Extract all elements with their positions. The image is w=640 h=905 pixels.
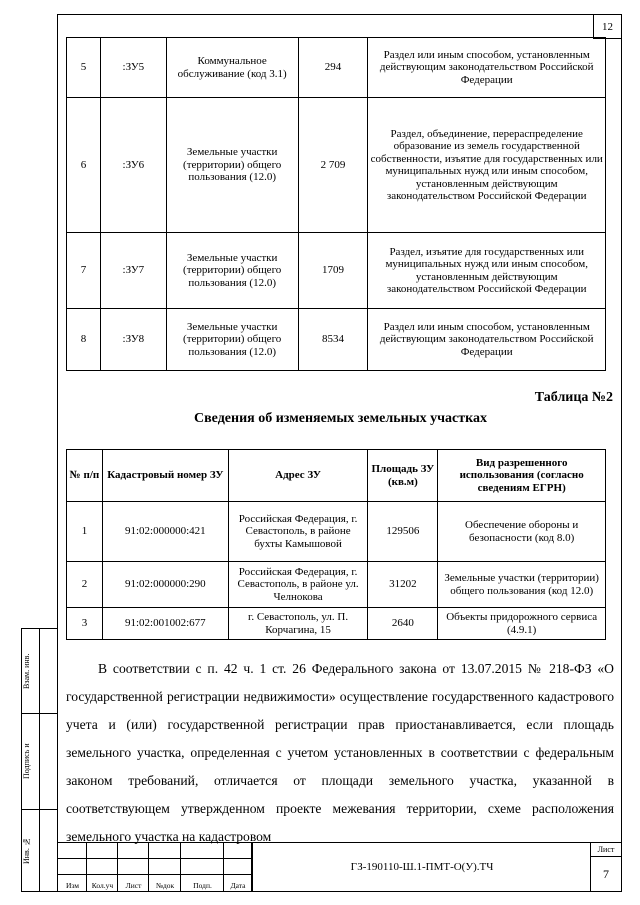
cell-use: Земельные участки (территории) общего пользования (12.0) — [166, 98, 298, 233]
cell-cadastral: 91:02:001002:677 — [102, 608, 228, 640]
cell-use: Земельные участки (территории) общего пользования (12.0) — [166, 233, 298, 309]
page-number: 12 — [593, 15, 621, 39]
header-cadastral: Кадастровый номер ЗУ — [102, 450, 228, 502]
table-row — [67, 502, 606, 562]
cell-address: Российская Федерация, г. Севастополь, в районе бухты Камышовой — [228, 502, 368, 562]
table-changed-plots — [66, 449, 606, 640]
cell-area: 2640 — [368, 608, 438, 640]
table-land-plots — [66, 37, 606, 371]
strip-label-inv: Инв. № — [22, 837, 31, 865]
paragraph-text: В соответствии с п. 42 ч. 1 ст. 26 Федерального закона от 13.07.2015 № 218-ФЗ «О государственной регистрации недвижимости» осуществление государственного кадастрового учета и (или) государственной регистрации прав приостанавливается, если площадь земельного участка, определенная с учетом установленных в соответствии с федеральным законом требований, отличается от площади земельного участка, указанной в соответствующем утвержденном проекте межевания территории, схеме расположения земельного участка на кадастровом — [66, 661, 614, 844]
table-row — [67, 38, 606, 98]
sheet-label: Лист — [591, 843, 621, 857]
cell-num: 2 — [67, 562, 103, 608]
cell-num: 3 — [67, 608, 103, 640]
cell-use: Коммунальное обслуживание (код 3.1) — [166, 38, 298, 98]
cell-code: :ЗУ7 — [100, 233, 166, 309]
cell-method: Раздел, объединение, перераспределение образование из земель государственной собственности, изъятие для государственных или муниципальных нужд или иным способом, установленным действующим законодательством Российской Федерации — [368, 98, 606, 233]
stamp-label-podp: Подп. — [193, 881, 212, 890]
stamp-label-data: Дата — [230, 881, 246, 890]
cell-num: 7 — [67, 233, 101, 309]
cell-use: Земельные участки (территории) общего пользования (12.0) — [166, 309, 298, 371]
cell-cadastral: 91:02:000000:421 — [102, 502, 228, 562]
cell-use: Объекты придорожного сервиса (4.9.1) — [438, 608, 606, 640]
body-paragraph — [66, 655, 614, 851]
cell-method: Раздел или иным способом, установленным действующим законодательством Российской Федерации — [368, 38, 606, 98]
stamp-label-koluch: Кол.уч — [91, 881, 114, 890]
cell-address: Российская Федерация, г. Севастополь, в районе ул. Челнокова — [228, 562, 368, 608]
cell-num: 8 — [67, 309, 101, 371]
cell-area: 8534 — [298, 309, 368, 371]
table-header-row — [67, 450, 606, 502]
stamp-grid — [58, 843, 252, 891]
cell-num: 5 — [67, 38, 101, 98]
cell-area: 129506 — [368, 502, 438, 562]
stamp-label-ndok: №док — [155, 881, 175, 890]
cell-method: Раздел или иным способом, установленным действующим законодательством Российской Федерации — [368, 309, 606, 371]
cell-code: :ЗУ5 — [100, 38, 166, 98]
table-row — [67, 309, 606, 371]
table-row — [67, 98, 606, 233]
sheet-box — [590, 843, 621, 891]
table-caption-title: Сведения об изменяемых земельных участках — [194, 411, 487, 426]
cell-area: 31202 — [368, 562, 438, 608]
table-caption-number: Таблица №2 — [534, 390, 613, 405]
cell-code: :ЗУ8 — [100, 309, 166, 371]
cell-use: Обеспечение обороны и безопасности (код 8.0) — [438, 502, 606, 562]
header-use: Вид разрешенного использования (согласно сведениям ЕГРН) — [438, 450, 606, 502]
table-row — [67, 233, 606, 309]
cell-num: 1 — [67, 502, 103, 562]
document-code: ГЗ-190110-Ш.1-ПМТ-О(У).ТЧ — [252, 843, 591, 891]
side-strip-inner — [39, 628, 57, 892]
table-row — [67, 608, 606, 640]
cell-method: Раздел, изъятие для государственных или муниципальных нужд или иным способом, установленным действующим законодательством Российской Федерации — [368, 233, 606, 309]
cell-area: 294 — [298, 38, 368, 98]
header-num: № п/п — [67, 450, 103, 502]
cell-area: 1709 — [298, 233, 368, 309]
cell-address: г. Севастополь, ул. П. Корчагина, 15 — [228, 608, 368, 640]
cell-area: 2 709 — [298, 98, 368, 233]
side-strip-outer — [21, 628, 39, 892]
cell-cadastral: 91:02:000000:290 — [102, 562, 228, 608]
stamp-label-izm: Изм — [65, 881, 80, 890]
page-frame — [57, 14, 622, 892]
header-area: Площадь ЗУ (кв.м) — [368, 450, 438, 502]
cell-use: Земельные участки (территории) общего пользования (код 12.0) — [438, 562, 606, 608]
strip-label-vzam: Взам. инв. — [22, 653, 31, 689]
strip-label-podpis: Подпись и — [22, 743, 31, 779]
cell-num: 6 — [67, 98, 101, 233]
cell-code: :ЗУ6 — [100, 98, 166, 233]
title-block — [58, 842, 621, 891]
stamp-label-list: Лист — [125, 881, 142, 890]
sheet-number: 7 — [603, 867, 609, 881]
header-address: Адрес ЗУ — [228, 450, 368, 502]
table-row — [67, 562, 606, 608]
